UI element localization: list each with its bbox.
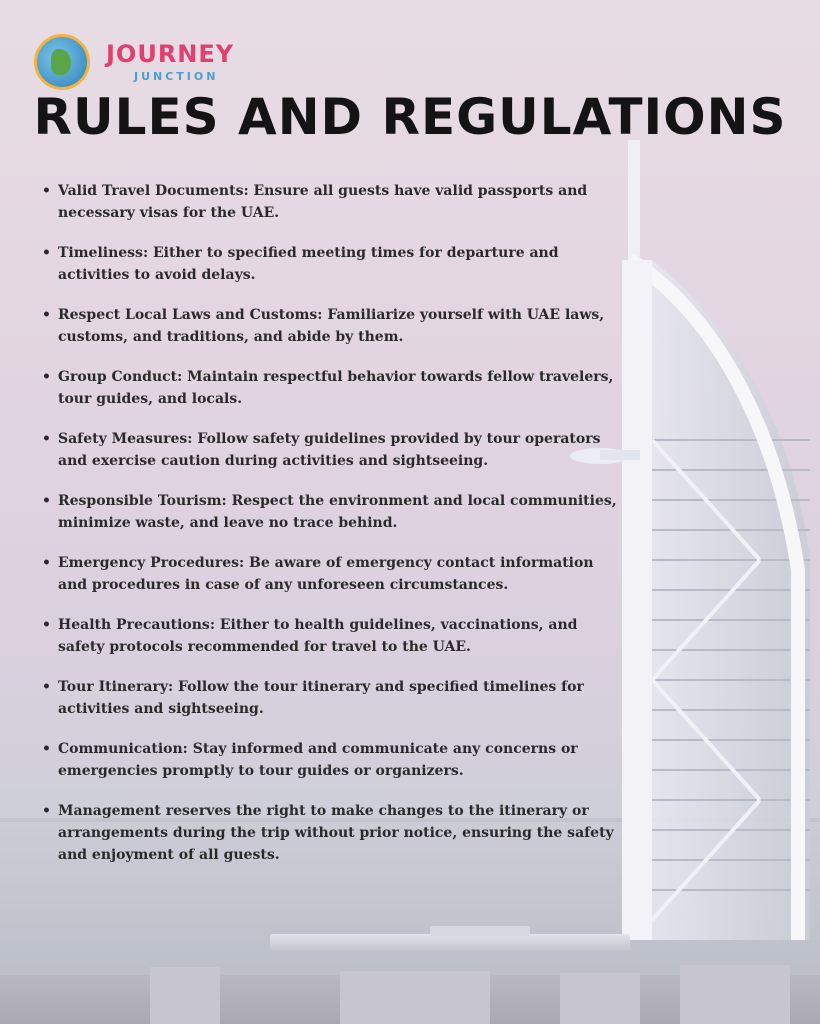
logo-title: JOURNEY xyxy=(106,40,235,68)
building xyxy=(680,965,790,1024)
list-item: • Respect Local Laws and Customs: Familiarize yourself with UAE laws, customs, and traditions, and abide by them. xyxy=(42,304,617,348)
list-item: • Timeliness: Either to specified meeting times for departure and activities to avoid delays. xyxy=(42,242,617,286)
list-item: • Health Precautions: Either to health guidelines, vaccinations, and safety protocols recommended for travel to the UAE. xyxy=(42,614,617,658)
list-item: • Tour Itinerary: Follow the tour itinerary and specified timelines for activities and sightseeing. xyxy=(42,676,617,720)
logo-subtitle: JUNCTION xyxy=(134,70,219,83)
page-title: RULES AND REGULATIONS xyxy=(33,88,787,146)
list-item: • Management reserves the right to make changes to the itinerary or arrangements during the trip without prior notice, ensuring the safety and enjoyment of all guests. xyxy=(42,800,617,866)
list-item: • Group Conduct: Maintain respectful behavior towards fellow travelers, tour guides, and locals. xyxy=(42,366,617,410)
rules-list xyxy=(42,180,617,884)
list-item: • Safety Measures: Follow safety guidelines provided by tour operators and exercise caution during activities and sightseeing. xyxy=(42,428,617,472)
city-skyline xyxy=(0,975,820,1024)
list-item: • Communication: Stay informed and communicate any concerns or emergencies promptly to tour guides or organizers. xyxy=(42,738,617,782)
list-item: • Responsible Tourism: Respect the environment and local communities, minimize waste, and leave no trace behind. xyxy=(42,490,617,534)
building xyxy=(150,967,220,1024)
building xyxy=(340,971,490,1024)
pier xyxy=(270,934,630,950)
list-item: • Valid Travel Documents: Ensure all guests have valid passports and necessary visas for the UAE. xyxy=(42,180,617,224)
list-item: • Emergency Procedures: Be aware of emergency contact information and procedures in case of any unforeseen circumstances. xyxy=(42,552,617,596)
pier-structure xyxy=(430,926,530,936)
building xyxy=(560,973,640,1024)
globe-icon xyxy=(34,34,90,90)
